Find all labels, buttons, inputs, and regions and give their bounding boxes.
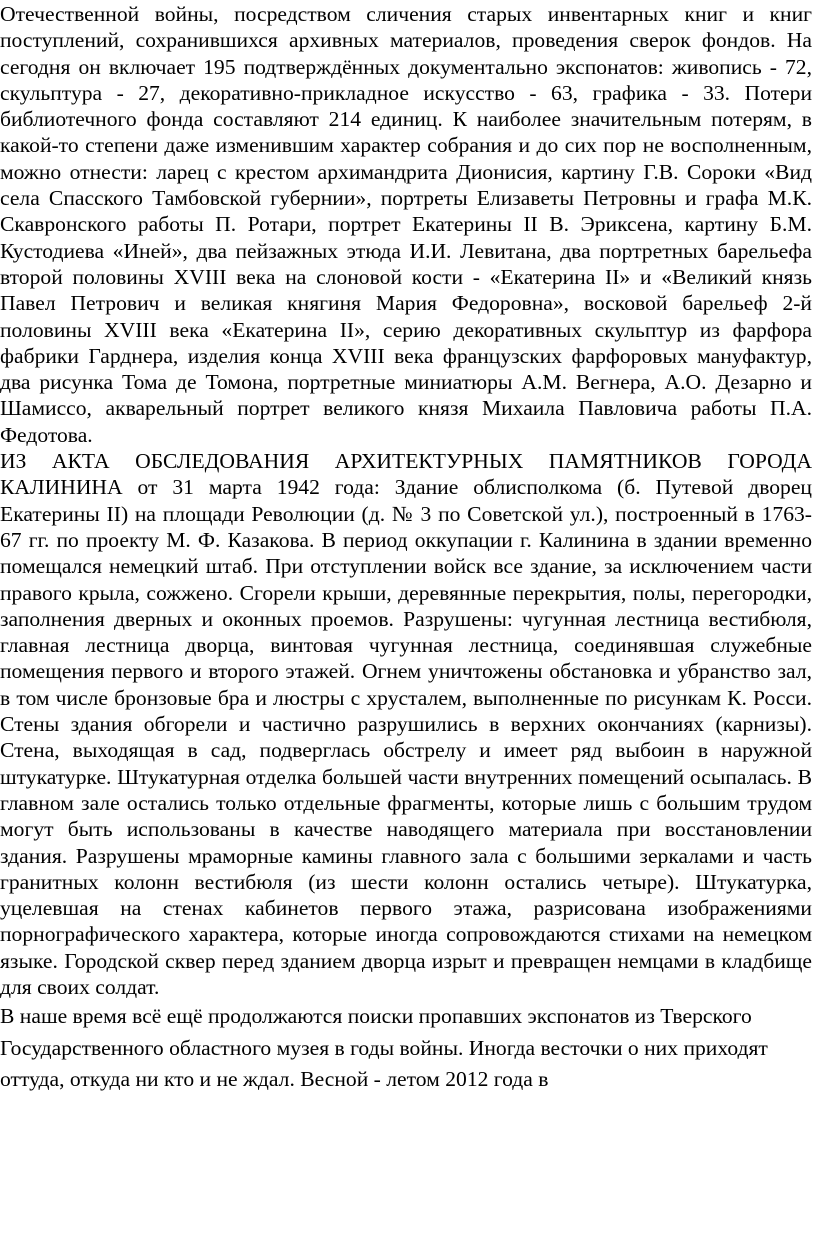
- paragraph-museum-losses: Отечественной войны, посредством сличения старых инвентарных книг и книг поступлений, сохранившихся архивных материалов, проведения сверок фондов. На сегодня он включает 195 подтверждённых документально экспонатов: живопись - 72, скульптура - 27, декоративно-прикладное искусство - 63, графика - 33. Потери библиотечного фонда составляют 214 единиц. К наиболее значительным потерям, в какой-то степени даже изменившим характер собрания и до сих пор не восполненным, можно отнести: ларец с крестом архимандрита Дионисия, картину Г.В. Сороки «Вид села Спасского Тамбовской губернии», портреты Елизаветы Петровны и графа М.К. Скавронского работы П. Ротари, портрет Екатерины II В. Эриксена, картину Б.М. Кустодиева «Иней», два пейзажных этюда И.И. Левитана, два портретных барельефа второй половины XVIII века на слоновой кости - «Екатерина II» и «Великий князь Павел Петрович и великая княгиня Мария Федоровна», восковой барельеф 2-й половины XVIII века «Екатерина II», серию декоративных скульптур из фарфора фабрики Гарднера, изделия конца XVIII века французских фарфоровых мануфактур, два рисунка Тома де Томона, портретные миниатюры А.М. Вегнера, А.О. Дезарно и Шамиссо, акварельный портрет великого князя Михаила Павловича работы П.А. Федотова.: [0, 2, 812, 447]
- paragraph-inspection-act: ИЗ АКТА ОБСЛЕДОВАНИЯ АРХИТЕКТУРНЫХ ПАМЯТНИКОВ ГОРОДА КАЛИНИНА от 31 марта 1942 года: Здание облисполкома (б. Путевой дворец Екатерины II) на площади Революции (д. № 3 по Советской ул.), построенный в 1763-67 гг. по проекту М. Ф. Казакова. В период оккупации г. Калинина в здании временно помещался немецкий штаб. При отступлении войск все здание, за исключением части правого крыла, сожжено. Сгорели крыши, деревянные перекрытия, полы, перегородки, заполнения дверных и оконных проемов. Разрушены: чугунная лестница вестибюля, главная лестница дворца, винтовая чугунная лестница, соединявшая служебные помещения первого и второго этажей. Огнем уничтожены обстановка и убранство зал, в том числе бронзовые бра и люстры с хрусталем, выполненные по рисункам К. Росси. Стены здания обгорели и частично разрушились в верхних окончаниях (карнизы). Стена, выходящая в сад, подверглась обстрелу и имеет ряд выбоин в наружной штукатурке. Штукатурная отделка большей части внутренних помещений осыпалась. В главном зале остались только отдельные фрагменты, которые лишь с большим трудом могут быть использованы в качестве наводящего материала при восстановлении здания. Разрушены мраморные камины главного зала с большими зеркалами и часть гранитных колонн вестибюля (из шести колонн остались четыре). Штукатурка, уцелевшая на стенах кабинетов первого этажа, разрисована изображениями порнографического характера, которые иногда сопровождаются стихами на немецком языке. Городской сквер перед зданием дворца изрыт и превращен немцами в кладбище для своих солдат.: [0, 449, 812, 999]
- paragraph-modern-search: В наше время всё ещё продолжаются поиски пропавших экспонатов из Тверского Государственного областного музея в годы войны. Иногда весточки о них приходят оттуда, откуда ни кто и не ждал. Весной - летом 2012 года в: [0, 1004, 768, 1092]
